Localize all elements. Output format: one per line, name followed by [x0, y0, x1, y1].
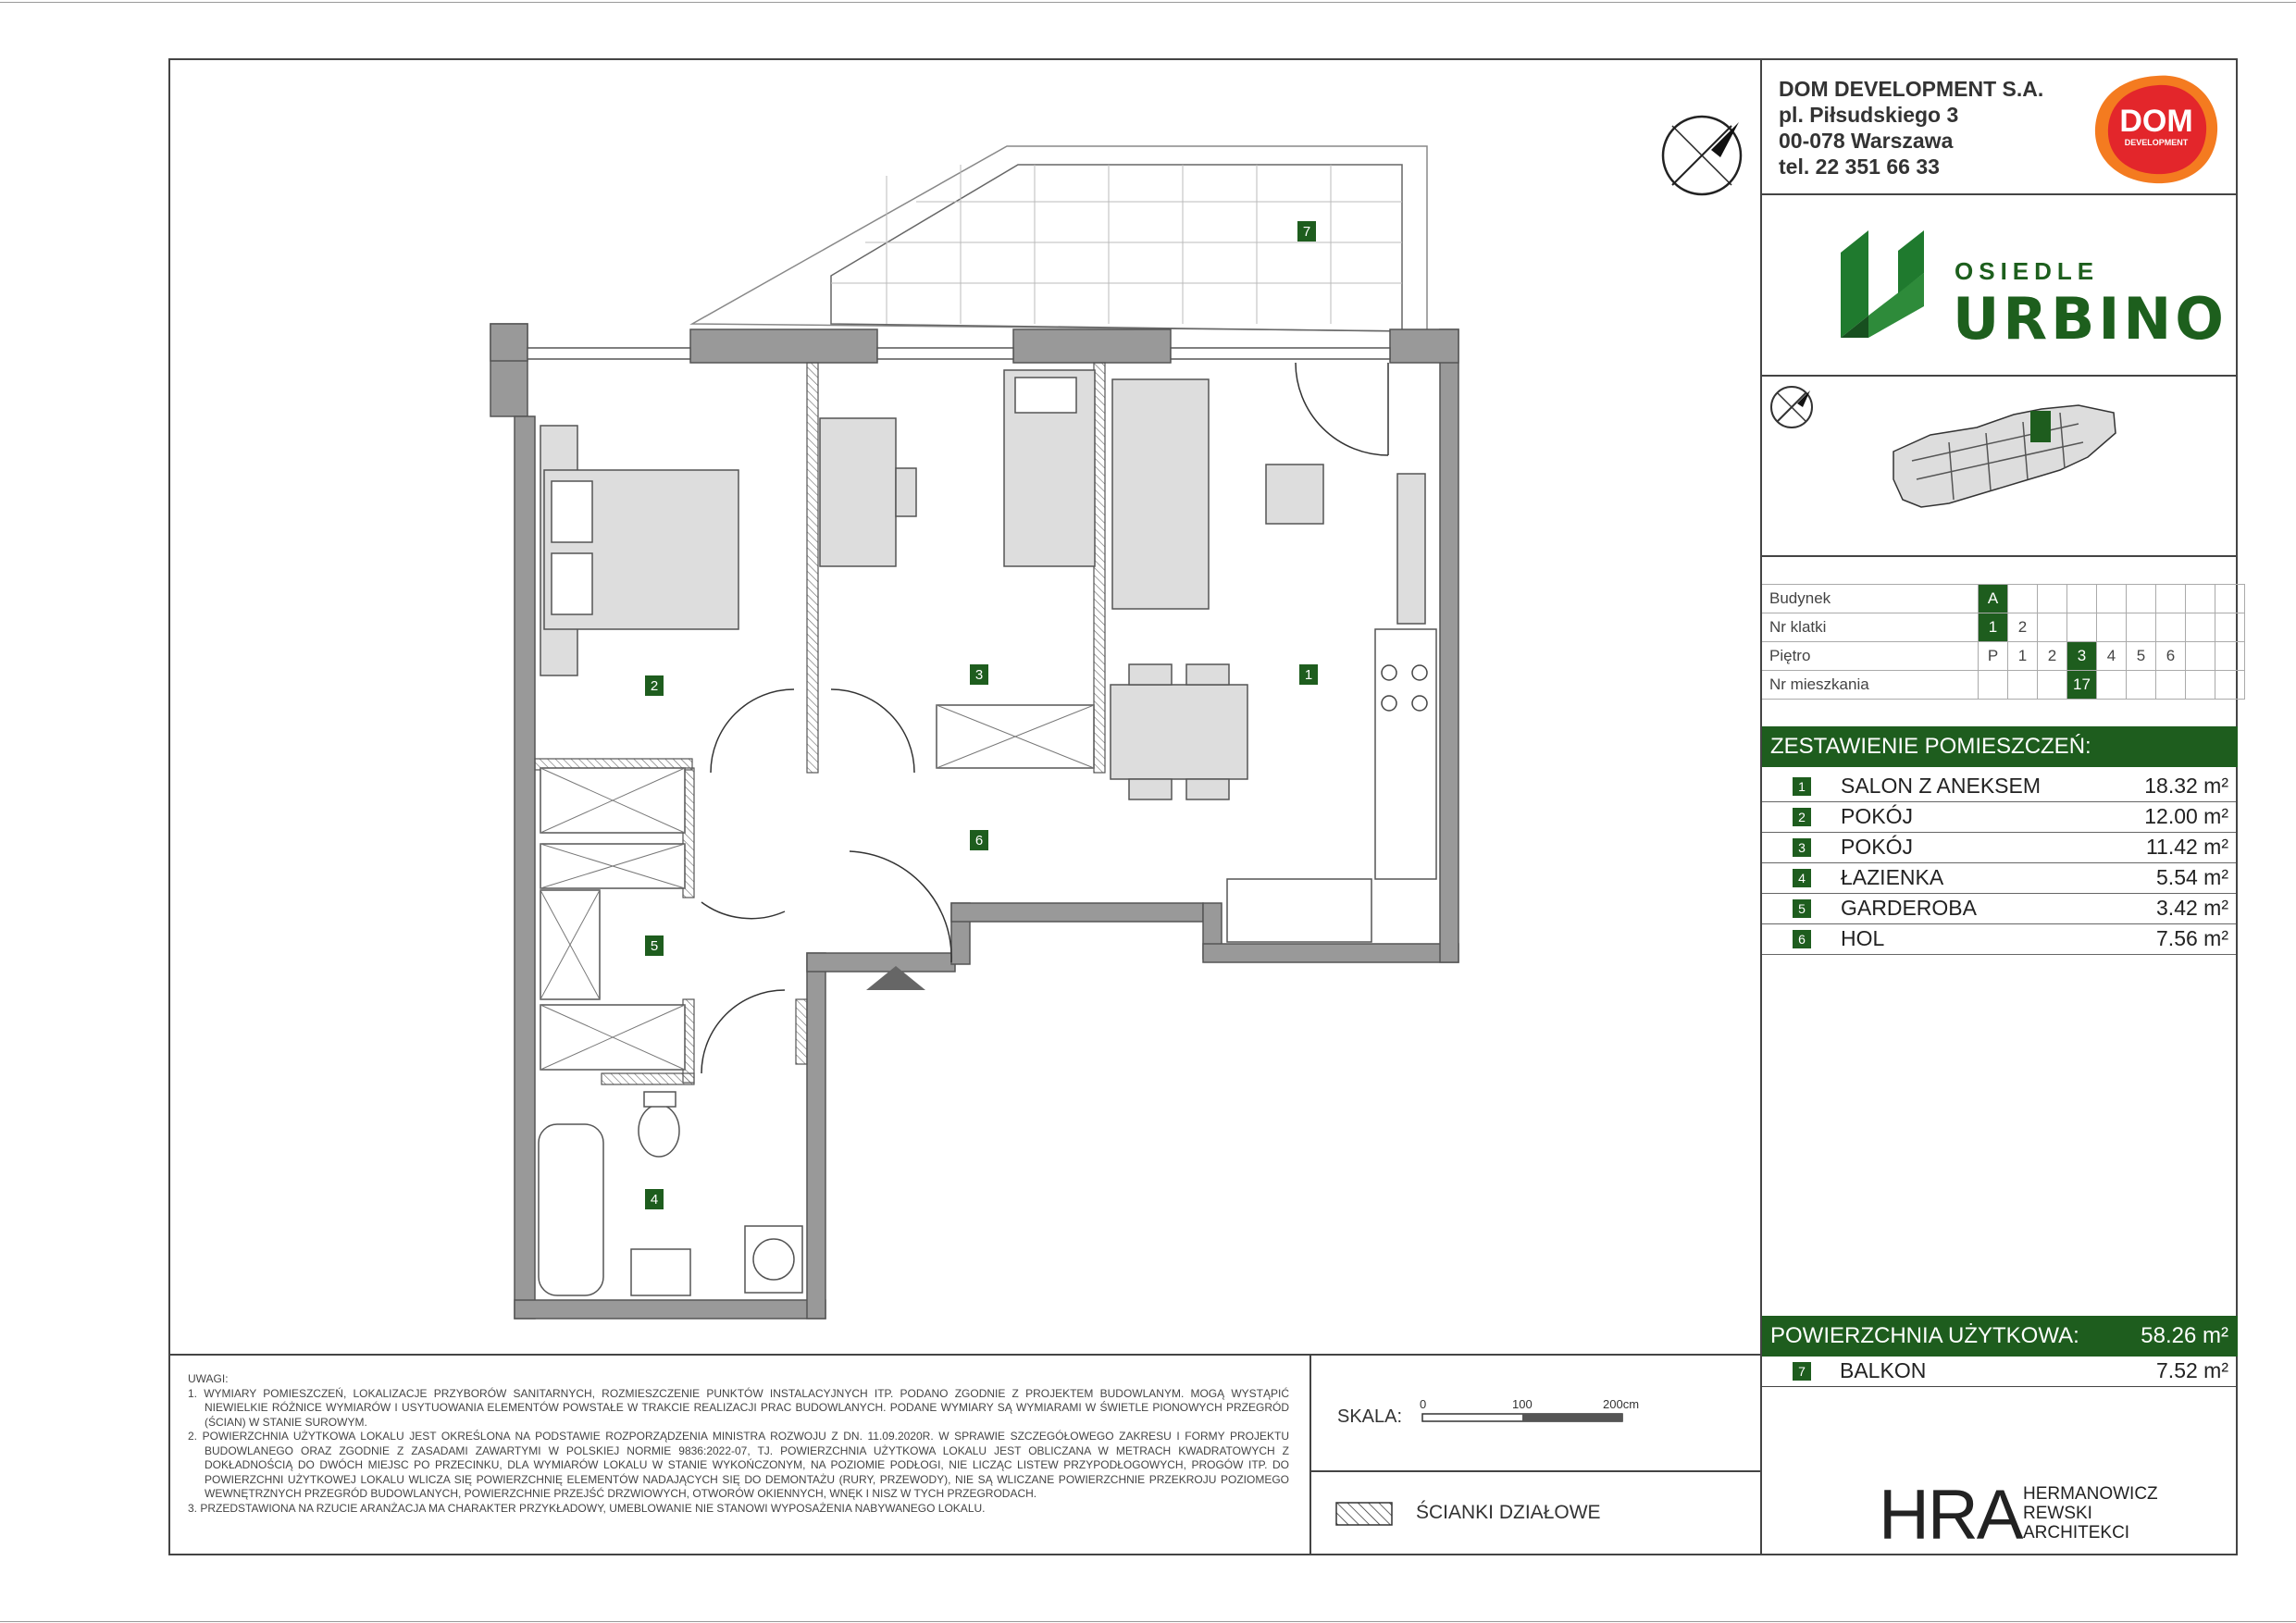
- room-num: 2: [1793, 808, 1811, 826]
- rooms-header-text: ZESTAWIENIE POMIESZCZEŃ:: [1770, 734, 2091, 759]
- info-cell: [2186, 671, 2215, 700]
- dom-development-logo: [2088, 70, 2225, 189]
- rooms-list: [1762, 772, 2236, 955]
- room-area: 11.42 m²: [2145, 835, 2228, 859]
- balcony: [692, 146, 1427, 331]
- project-line2: URBINO: [1953, 285, 2228, 353]
- info-cell: 1: [1979, 613, 2008, 642]
- divider-project: [1762, 375, 2238, 377]
- company-city: 00-078 Warszawa: [1779, 129, 1954, 153]
- divider-company: [1762, 193, 2238, 195]
- scale-bar: [1421, 1408, 1643, 1427]
- info-cell: [2186, 585, 2215, 613]
- room-row: [1762, 833, 2236, 863]
- info-cell: [2215, 642, 2245, 671]
- plan-label-6: 6: [974, 833, 984, 849]
- scale-label: SKALA:: [1337, 1406, 1403, 1427]
- info-cell: [2008, 671, 2038, 700]
- info-row: [1762, 585, 2245, 613]
- room-row: [1762, 772, 2236, 802]
- info-row-label: Nr klatki: [1762, 613, 1979, 642]
- room-area: 7.56 m²: [2156, 926, 2228, 950]
- room-row: [1762, 924, 2236, 955]
- info-cell: 2: [2038, 642, 2067, 671]
- info-cell: [2215, 585, 2245, 613]
- architect-logo: HRA: [1879, 1476, 2022, 1555]
- site-plan-outline: [1893, 405, 2116, 507]
- bottom-border-line: [0, 1621, 2296, 1622]
- compass-small-icon: [1771, 387, 1812, 427]
- info-cell: [2097, 585, 2127, 613]
- balcony-area: 7.52 m²: [2156, 1358, 2228, 1382]
- balcony-row: [1762, 1357, 2236, 1386]
- room-area: 18.32 m²: [2144, 774, 2228, 798]
- info-cell: [2038, 585, 2067, 613]
- room-area: 12.00 m²: [2144, 804, 2228, 828]
- note-2: 2. POWIERZCHNIA UŻYTKOWA LOKALU JEST OKREŚLONA NA PODSTAWIE ROZPORZĄDZENIA MINISTRA ROZWOJU Z DN. 11.09.2020R. W SPRAWIE SZCZEGÓŁOWEGO ZAKRESU I FORMY PROJEKTU BUDOWLANEGO ORAZ ZGODNIE Z ZASADAMI ZAWARTYMI W POLSKIEJ NORMIE 9836:2022-07, TJ. POWIERZCHNIA UŻYTKOWA LOKALU JEST OBLICZANA W METRACH KWADRATOWYCH Z DOKŁADNOŚCIĄ DO DWÓCH MIEJSC PO PRZECINKU, DLA WYMIARÓW LOKALU W STANIE WYKOŃCZONYM, NA POZIOMIE PODŁOGI, NIE LICZĄC LISTEW PRZYPODŁOGOWYCH, PROGÓW ITP. DO POWIERZCHNI UŻYTKOWEJ LOKALU WLICZA SIĘ POWIERZCHNIĘ ELEMENTÓW NADAJĄCYCH SIĘ DO DEMONTAŻU (RURY, PRZEWODY), NIE SĄ WLICZANE POWIERZCHNIE PRZEKROJU POZIOMEGO WEWNĘTRZNYCH PRZEGRÓD BUDOWLANYCH, POWIERZCHNIE PRZEJŚĆ DRZWIOWYCH, OTWORÓW OKIENNYCH, WNĘK I NISZ W TYCH PRZEGRODACH.: [188, 1430, 1289, 1500]
- key-plan: [1764, 378, 2236, 553]
- info-cell: [2067, 585, 2097, 613]
- note-1: 1. WYMIARY POMIESZCZEŃ, LOKALIZACJE PRZYBORÓW SANITARNYCH, ROZMIESZCZENIE PUNKTÓW INSTALACYJNYCH ITP. PODANO ZGODNIE Z PROJEKTEM BUDOWLANYM. MOGĄ WYSTĄPIĆ NIEWIELKIE RÓŻNICE WYMIARÓW I USYTUOWANIA ELEMENTÓW POWSTAŁE W TRAKCIE REALIZACJI PRAC BUDOWLANYCH. PODANE WYMIARY SĄ WYMIARAMI W ŚWIETLE PIONOWYCH PRZEGRÓD (ŚCIAN) W STANIE SUROWYM.: [188, 1386, 1289, 1429]
- balcony-num: 7: [1793, 1362, 1811, 1381]
- windows: [527, 348, 1390, 359]
- info-cell: [2156, 613, 2186, 642]
- info-cell: [2186, 642, 2215, 671]
- room-num: 1: [1793, 777, 1811, 796]
- info-cell: 3: [2067, 642, 2097, 671]
- room-name: POKÓJ: [1841, 835, 1913, 859]
- info-cell: [2038, 671, 2067, 700]
- info-cell: [2097, 613, 2127, 642]
- info-cell: [2215, 671, 2245, 700]
- info-cell: [2097, 671, 2127, 700]
- architect-line3: ARCHITEKCI: [2023, 1523, 2130, 1542]
- room-name: SALON Z ANEKSEM: [1841, 774, 2042, 798]
- info-cell: 6: [2156, 642, 2186, 671]
- info-row-label: Piętro: [1762, 642, 1979, 671]
- project-line1: OSIEDLE: [1955, 257, 2100, 285]
- info-cell: [2038, 613, 2067, 642]
- notes-title: UWAGI:: [188, 1372, 229, 1385]
- info-cell: 17: [2067, 671, 2097, 700]
- urbino-logo-mark: [1837, 227, 1939, 342]
- room-name: HOL: [1841, 926, 1885, 950]
- note-3: 3. PRZEDSTAWIONA NA RZUCIE ARANŻACJA MA CHARAKTER PRZYKŁADOWY, UMEBLOWANIE NIE STANOWI WYPOSAŻENIA NABYWANEGO LOKALU.: [188, 1501, 986, 1515]
- balcony-name: BALKON: [1840, 1358, 1927, 1382]
- architect-name: [2023, 1484, 2158, 1542]
- hatch-legend-swatch: [1335, 1502, 1393, 1526]
- info-cell: [2127, 613, 2156, 642]
- scale-tick-100: 100: [1512, 1397, 1533, 1411]
- key-plan-highlight: [2030, 411, 2051, 442]
- room-row: [1762, 802, 2236, 833]
- plan-label-1: 1: [1304, 667, 1313, 683]
- company-street: pl. Piłsudskiego 3: [1779, 103, 1959, 127]
- plan-label-4: 4: [650, 1192, 659, 1208]
- room-row: [1762, 894, 2236, 924]
- rooms-header: [1762, 726, 2238, 767]
- room-name: ŁAZIENKA: [1841, 865, 1944, 889]
- notes-block: [188, 1372, 1289, 1516]
- info-cell: [2067, 613, 2097, 642]
- architect-line1: HERMANOWICZ: [2023, 1484, 2158, 1504]
- room-row: [1762, 863, 2236, 894]
- info-cell: [2156, 671, 2186, 700]
- info-cell: [2215, 613, 2245, 642]
- info-cell: [2127, 585, 2156, 613]
- room-area: 5.54 m²: [2156, 865, 2228, 889]
- divider-keyplan: [1762, 555, 2238, 557]
- info-cell: A: [1979, 585, 2008, 613]
- company-name: DOM DEVELOPMENT S.A.: [1779, 77, 2044, 101]
- dom-logo-subtext: DEVELOPMENT: [2124, 138, 2189, 147]
- info-cell: 4: [2097, 642, 2127, 671]
- info-cell: [2127, 671, 2156, 700]
- info-cell: [2156, 585, 2186, 613]
- info-cell: [2008, 585, 2038, 613]
- room-num: 3: [1793, 838, 1811, 857]
- plan-label-3: 3: [974, 667, 984, 683]
- info-cell: [2186, 613, 2215, 642]
- total-area-value: 58.26 m²: [2141, 1323, 2228, 1348]
- scale-tick-0: 0: [1420, 1397, 1427, 1411]
- room-name: GARDEROBA: [1841, 896, 1977, 920]
- architect-line2: REWSKI: [2023, 1504, 2092, 1523]
- info-cell: P: [1979, 642, 2008, 671]
- room-name: POKÓJ: [1841, 804, 1913, 828]
- divider-legend: [1311, 1470, 1762, 1472]
- info-cell: 1: [2008, 642, 2038, 671]
- info-row-label: Budynek: [1762, 585, 1979, 613]
- divider-notes: [168, 1354, 1762, 1356]
- divider-scale: [1309, 1354, 1311, 1555]
- total-area-label: POWIERZCHNIA UŻYTKOWA:: [1770, 1323, 2079, 1348]
- room-num: 5: [1793, 899, 1811, 918]
- room-area: 3.42 m²: [2156, 896, 2228, 920]
- divider-balcony: [1762, 1386, 2238, 1387]
- info-row-label: Nr mieszkania: [1762, 671, 1979, 700]
- info-cell: [1979, 671, 2008, 700]
- room-num: 4: [1793, 869, 1811, 887]
- total-area-bar: [1762, 1316, 2238, 1357]
- info-cell: 5: [2127, 642, 2156, 671]
- info-row: [1762, 671, 2245, 700]
- legend-label: ŚCIANKI DZIAŁOWE: [1416, 1502, 1601, 1523]
- info-row: [1762, 642, 2245, 671]
- company-phone: tel. 22 351 66 33: [1779, 155, 1940, 179]
- info-row: [1762, 613, 2245, 642]
- company-block: [1779, 76, 2043, 180]
- dom-logo-text: DOM: [2119, 104, 2193, 139]
- info-table: [1762, 584, 2245, 700]
- plan-label-5: 5: [650, 938, 659, 954]
- info-cell: 2: [2008, 613, 2038, 642]
- plan-label-7: 7: [1302, 224, 1311, 240]
- plan-label-2: 2: [650, 678, 659, 694]
- scale-tick-200: 200cm: [1603, 1397, 1640, 1411]
- room-num: 6: [1793, 930, 1811, 948]
